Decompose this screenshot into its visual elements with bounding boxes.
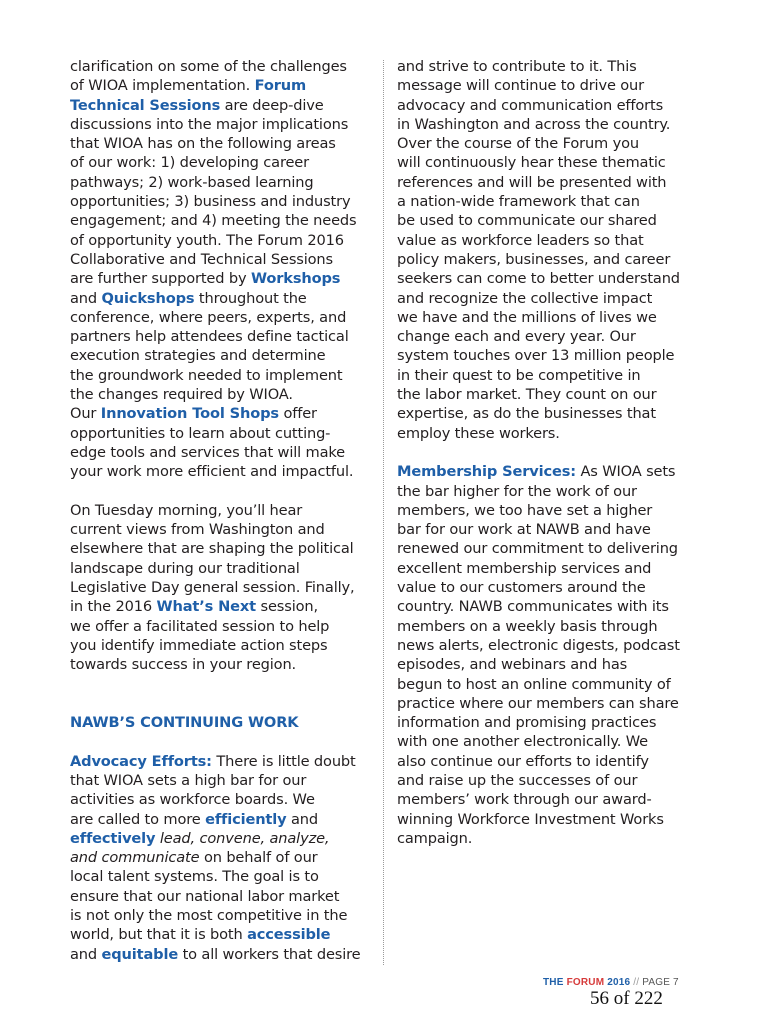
- text-line: towards success in your region.: [70, 656, 297, 674]
- text-line: of opportunity youth. The Forum 2016: [70, 231, 344, 249]
- text-line: change each and every year. Our: [397, 328, 636, 346]
- text-line: and raise up the successes of our: [397, 771, 638, 789]
- footer-page: PAGE 7: [642, 977, 679, 988]
- text-line: ensure that our national labor market: [70, 887, 340, 905]
- highlight-effectively: effectively: [70, 829, 156, 847]
- section-heading: NAWB’S CONTINUING WORK: [70, 714, 299, 732]
- footer-year: 2016: [607, 977, 631, 988]
- text-line: execution strategies and determine: [70, 347, 326, 365]
- text-line: engagement; and 4) meeting the needs: [70, 212, 357, 230]
- text-line: value to our customers around the: [397, 579, 646, 597]
- text-line: pathways; 2) work-based learning: [70, 173, 314, 191]
- text-line: in the 2016 What’s Next session,: [70, 598, 318, 616]
- text-line: the labor market. They count on our: [397, 386, 657, 404]
- text-line: the changes required by WIOA.: [70, 386, 293, 404]
- text-line: we have and the millions of lives we: [397, 308, 657, 326]
- text-line: bar for our work at NAWB and have: [397, 521, 651, 539]
- highlight-workshops: Workshops: [250, 270, 341, 288]
- text-line: is not only the most competitive in the: [70, 907, 348, 925]
- text-line: and communicate on behalf of our: [70, 849, 318, 867]
- text-line: country. NAWB communicates with its: [397, 598, 669, 616]
- text-line: advocacy and communication efforts: [397, 96, 664, 114]
- text-line: and strive to contribute to it. This: [397, 58, 637, 75]
- highlight-equitable: equitable: [101, 945, 179, 963]
- text-line: elsewhere that are shaping the political: [70, 540, 354, 558]
- text-line: your work more efficient and impactful.: [70, 463, 354, 481]
- text-line: edge tools and services that will make: [70, 443, 345, 461]
- text-line: employ these workers.: [397, 424, 560, 442]
- text-line: opportunities to learn about cutting-: [70, 424, 331, 442]
- text-line: campaign.: [397, 829, 473, 847]
- text-line: Membership Services: As WIOA sets: [397, 463, 676, 481]
- text-line: with one another electronically. We: [397, 733, 648, 751]
- text-line: also continue our efforts to identify: [397, 752, 649, 770]
- text-line: clarification on some of the challenges: [70, 58, 347, 75]
- text-line: conference, where peers, experts, and: [70, 308, 347, 326]
- text-line: and Quickshops throughout the: [70, 289, 307, 307]
- text-line: practice where our members can share: [397, 694, 679, 712]
- text-line: and equitable to all workers that desire: [70, 945, 361, 963]
- text-line: renewed our commitment to delivering: [397, 540, 678, 558]
- text-line: landscape during our traditional: [70, 559, 300, 577]
- highlight-membership-services: Membership Services:: [397, 463, 576, 481]
- left-column: [70, 57, 370, 964]
- text-line: members’ work through our award-: [397, 791, 652, 809]
- text-line: the groundwork needed to implement: [70, 366, 343, 384]
- text-line: world, but that it is both accessible: [70, 926, 331, 944]
- text-line: members on a weekly basis through: [397, 617, 658, 635]
- text-line: that WIOA has on the following areas: [70, 135, 336, 153]
- text-line: begun to host an online community of: [397, 675, 671, 693]
- text-line: winning Workforce Investment Works: [397, 810, 664, 828]
- text-line: opportunities; 3) business and industry: [70, 193, 351, 211]
- text-line: policy makers, businesses, and career: [397, 250, 671, 268]
- page-counter: 56 of 222: [590, 988, 663, 1009]
- text-line: are further supported by Workshops: [70, 270, 341, 288]
- text-line: that WIOA sets a high bar for our: [70, 771, 307, 789]
- page-footer: [543, 977, 679, 988]
- highlight-efficiently: efficiently: [205, 810, 287, 828]
- text-line: of our work: 1) developing career: [70, 154, 309, 172]
- footer-the: THE: [543, 977, 564, 988]
- text-line: On Tuesday morning, you’ll hear: [70, 501, 303, 519]
- highlight-quickshops: Quickshops: [101, 289, 195, 307]
- text-line: current views from Washington and: [70, 521, 325, 539]
- text-line: message will continue to drive our: [397, 77, 644, 95]
- highlight-accessible: accessible: [247, 926, 331, 944]
- text-line: effectively lead, convene, analyze,: [70, 829, 330, 847]
- text-line: Technical Sessions are deep-dive: [70, 96, 324, 114]
- text-line: a nation-wide framework that can: [397, 193, 640, 211]
- text-line: local talent systems. The goal is to: [70, 868, 319, 886]
- text-line: news alerts, electronic digests, podcast: [397, 636, 680, 654]
- column-divider: [383, 60, 384, 965]
- text-line: will continuously hear these thematic: [397, 154, 666, 172]
- text-line: Collaborative and Technical Sessions: [70, 250, 333, 268]
- text-line: are called to more efficiently and: [70, 810, 318, 828]
- text-line: we offer a facilitated session to help: [70, 617, 330, 635]
- text-line: information and promising practices: [397, 714, 657, 732]
- text-line: activities as workforce boards. We: [70, 791, 315, 809]
- text-line: Over the course of the Forum you: [397, 135, 639, 153]
- footer-separator: //: [633, 977, 640, 988]
- text-line: in Washington and across the country.: [397, 115, 671, 133]
- text-line: references and will be presented with: [397, 173, 667, 191]
- text-line: of WIOA implementation. Forum: [70, 77, 307, 95]
- highlight-whats-next: What’s Next: [156, 598, 257, 616]
- text-line: the bar higher for the work of our: [397, 482, 637, 500]
- highlight-advocacy-efforts: Advocacy Efforts:: [70, 752, 212, 770]
- text-line: episodes, and webinars and has: [397, 656, 628, 674]
- text-line: members, we too have set a higher: [397, 501, 653, 519]
- highlight-innovation-tool-shops: Innovation Tool Shops: [100, 405, 279, 423]
- text-line: and recognize the collective impact: [397, 289, 653, 307]
- footer-forum: FORUM: [566, 977, 605, 988]
- text-line: expertise, as do the businesses that: [397, 405, 656, 423]
- text-line: in their quest to be competitive in: [397, 366, 641, 384]
- highlight-technical-sessions: Technical Sessions: [70, 96, 221, 114]
- text-line: value as workforce leaders so that: [397, 231, 644, 249]
- highlight-forum: Forum: [254, 77, 307, 95]
- text-line: be used to communicate our shared: [397, 212, 657, 230]
- text-line: excellent membership services and: [397, 559, 652, 577]
- text-line: Our Innovation Tool Shops offer: [70, 405, 317, 423]
- right-column: [397, 57, 697, 848]
- text-line: discussions into the major implications: [70, 115, 349, 133]
- text-line: system touches over 13 million people: [397, 347, 675, 365]
- text-line: seekers can come to better understand: [397, 270, 680, 288]
- text-line: you identify immediate action steps: [70, 636, 328, 654]
- text-line: Legislative Day general session. Finally,: [70, 579, 355, 597]
- text-line: Advocacy Efforts: There is little doubt: [70, 752, 356, 770]
- text-line: partners help attendees define tactical: [70, 328, 349, 346]
